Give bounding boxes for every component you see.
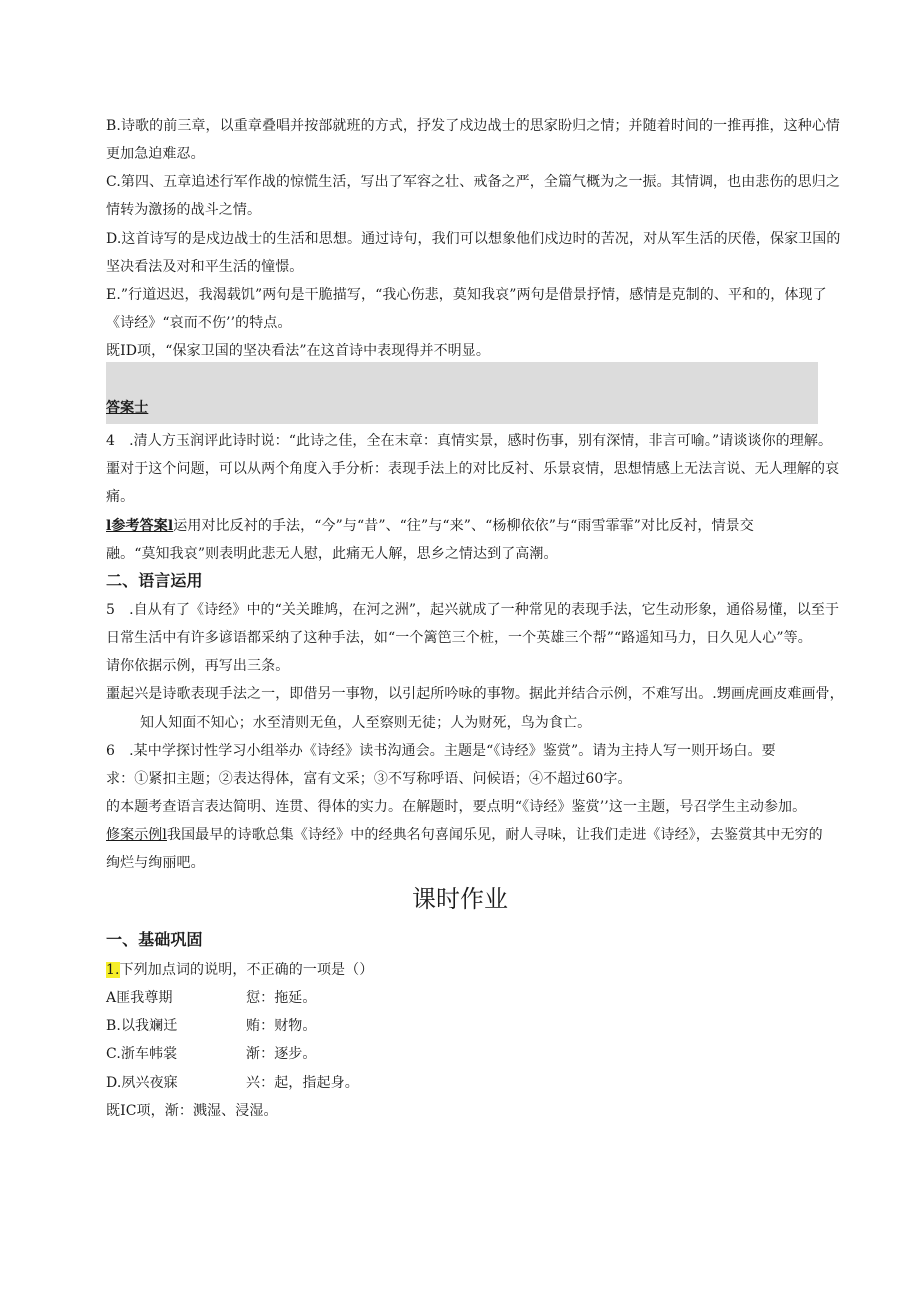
q4-reference — [106, 516, 754, 536]
page-title: 课时作业 — [412, 885, 508, 913]
q1-option-b-term: B.以我斓迁 — [106, 1018, 178, 1034]
q1-option-d-gloss: 兴：起，指起身。 — [246, 1075, 359, 1091]
q4-analysis-2: 痛。 — [106, 489, 135, 505]
q5-analysis-1: 噩起兴是诗歌表现手法之一，即借另一事物，以引起所吟咏的事物。据此并结合示例，不难写出。.甥画虎画皮难画骨， — [106, 686, 844, 702]
q5-analysis-2: 知人知面不知心；水至清则无鱼，人至察则无徒；人为财死，鸟为食亡。 — [140, 715, 592, 731]
q1-option-a-gloss: 愆：拖延。 — [246, 990, 317, 1006]
q6-reference — [106, 825, 823, 845]
q6-line-1: 6 .某中学探讨性学习小组举办《诗经》读书沟通会。主题是“《诗经》鉴赏”。请为主持人写一则开场白。要 — [106, 743, 776, 759]
q3-analysis: 既ID项，“保家卫国的坚决看法”在这首诗中表现得并不明显。 — [106, 343, 490, 359]
q1-analysis: 既IC项，渐：溅湿、浸湿。 — [106, 1103, 278, 1119]
q6-reference-label: 修案示例l — [106, 827, 167, 843]
q1-stem — [106, 960, 373, 980]
option-c-line-1: C.第四、五章追述行军作战的惊慌生活，写出了军容之壮、戒备之严，全篇气概为之一振。其情调，也由悲伤的思归之 — [106, 174, 840, 190]
q5-line-2: 日常生活中有许多谚语都采纳了这种手法，如“一个篱笆三个桩，一个英雄三个帮”“路遥知马力，日久见人心”等。 — [106, 630, 812, 646]
answer-band-label: 答案士 — [106, 400, 149, 416]
q4-reference-label: l参考答案l — [106, 518, 174, 534]
q1-stem-text: 下列加点词的说明，不正确的一项是（） — [119, 962, 374, 978]
q1-option-a-term: A匪我尊期 — [106, 990, 173, 1006]
q4-analysis-1: 噩对于这个问题，可以从两个角度入手分析：表现手法上的对比反衬、乐景哀情，思想情感上无法言说、无人理解的哀 — [106, 461, 840, 477]
q5-line-1: 5 .自从有了《诗经》中的“关关雎鸠，在河之洲”，起兴就成了一种常见的表现手法，它生动形象，通俗易懂，以至于 — [106, 602, 840, 618]
q6-reference-2: 绚烂与绚丽吧。 — [106, 855, 205, 871]
option-e-line-2: 《诗经》“哀而不伤’’的特点。 — [106, 315, 292, 331]
q1-number: 1. — [106, 962, 120, 978]
q4-reference-2: 融。“莫知我哀”则表明此悲无人慰，此痛无人解，思乡之情达到了高潮。 — [106, 546, 558, 562]
option-d-line-2: 坚决看法及对和平生活的憧憬。 — [106, 259, 304, 275]
option-e-line-1: E.”行道迟迟，我渴载饥”两句是干脆描写，“我心伤悲，莫知我哀”两句是借景抒情，感情是克制的、平和的，体现了 — [106, 287, 827, 303]
q4-reference-text-1: 运用对比反衬的手法，“今”与“昔”、“往”与“来”、“杨柳依依”与“雨雪霏霏”对比反衬，情景交 — [173, 518, 754, 534]
q6-analysis: 的本题考查语言表达简明、连贯、得体的实力。在解题时，要点明“《诗经》鉴赏’’这一主题，号召学生主动参加。 — [106, 799, 807, 815]
q4-question: 4 .清人方玉润评此诗时说：“此诗之佳，全在末章：真情实景，感时伤事，别有深情，非言可喻。”请谈谈你的理解。 — [106, 433, 833, 449]
q1-option-c-term: C.浙车帏裳 — [106, 1046, 178, 1062]
q1-option-c-gloss: 渐：逐步。 — [246, 1046, 317, 1062]
q1-option-a — [106, 988, 317, 1008]
answer-band — [106, 362, 818, 424]
q1-option-b — [106, 1016, 317, 1036]
q1-option-d-term: D.夙兴夜寐 — [106, 1075, 178, 1091]
option-d-line-1: D.这首诗写的是戍边战士的生活和思想。通过诗句，我们可以想象他们戍边时的苦况，对从军生活的厌倦，保家卫国的 — [106, 231, 841, 247]
q6-line-2: 求：①紧扣主题；②表达得体，富有文采；③不写称呼语、问候语；④不超过60字。 — [106, 771, 632, 787]
section-basic-heading: 一、基础巩固 — [106, 930, 203, 949]
option-b-line-2: 更加急迫难忍。 — [106, 146, 205, 162]
q1-option-b-gloss: 贿：财物。 — [246, 1018, 317, 1034]
q1-option-c — [106, 1044, 317, 1064]
q6-reference-text-1: 我国最早的诗歌总集《诗经》中的经典名句喜闻乐见，耐人寻味，让我们走进《诗经》，去鉴赏其中无穷的 — [166, 827, 823, 843]
q5-line-3: 请你依据示例，再写出三条。 — [106, 658, 290, 674]
option-b-line-1: B.诗歌的前三章，以重章叠唱并按部就班的方式，抒发了戍边战士的思家盼归之情；并随着时间的一推再推，这种心情 — [106, 118, 841, 134]
section-language-heading: 二、语言运用 — [106, 571, 203, 590]
q1-option-d — [106, 1073, 359, 1093]
option-c-line-2: 情转为激扬的战斗之情。 — [106, 202, 262, 218]
